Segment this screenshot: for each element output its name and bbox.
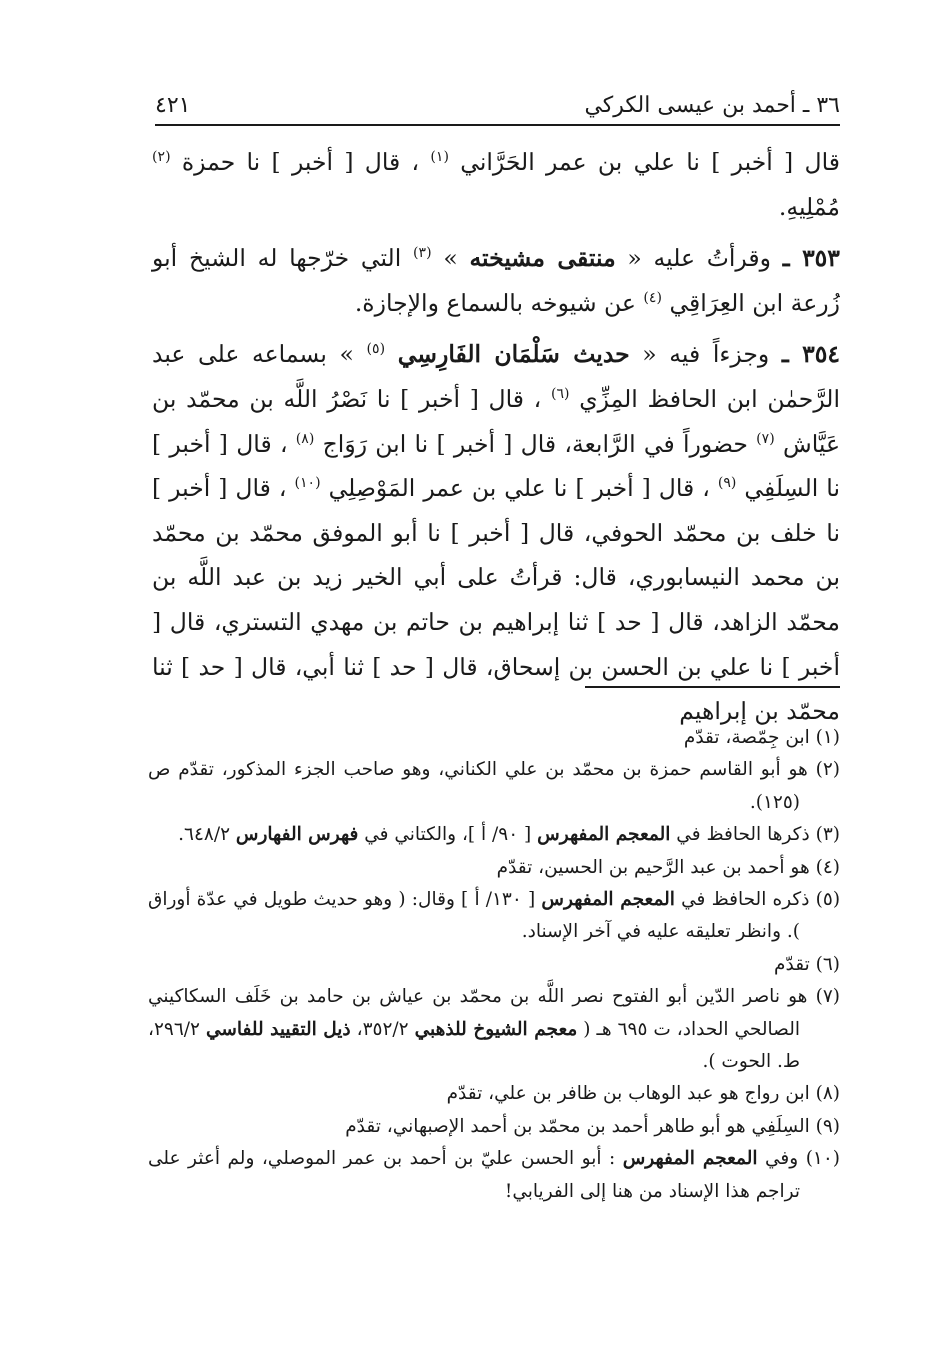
text-run: مُمْلِيهِ. (778, 192, 840, 221)
footnote-text: ذكره الحافظ في (681, 889, 810, 911)
footnote-text: هو أبو القاسم حمزة بن محمّد بن علي الكناني، وهو صاحب الجزء المذكور، تقدّم ص (١٢٥). (148, 759, 808, 813)
book-title: فهرس الفهارس (235, 824, 359, 846)
footnote-text: [ ٩٠/ أ ]، والكتاني في (364, 824, 532, 846)
text-run: عن شيوخه بالسماع والإجازة. (354, 288, 636, 317)
text-run: ، قال [ أخبر ] نا السِلَفِي (152, 429, 840, 503)
footnote-text: ابن رواج هو عبد الوهاب بن ظافر بن علي، تقدّم (446, 1083, 810, 1105)
book-title: منتقى مشيخته (469, 244, 616, 273)
footnote-1 (148, 722, 840, 754)
book-title: المعجم المفهرس (537, 824, 671, 846)
text-run: قال [ أخبر ] نا علي بن عمر الحَرَّاني (460, 148, 840, 176)
text-run: وجزءاً فيه « (642, 340, 770, 369)
footnote-9 (148, 1111, 840, 1143)
footnote-6 (148, 949, 840, 981)
main-text (152, 140, 840, 741)
footnote-marker: (٥) (815, 889, 841, 911)
footnote-ref[interactable]: (٥) (366, 341, 386, 358)
text-run: » بسماعه على عبد الرَّحمٰن ابن الحافظ المِزِّي (152, 340, 840, 413)
footnote-marker: (٧) (815, 986, 840, 1008)
footnote-ref[interactable]: (٩) (717, 475, 737, 492)
book-title: المعجم المفهرس (622, 1148, 758, 1170)
paragraph-continuation (152, 140, 840, 229)
footnote-10 (148, 1143, 840, 1208)
book-title: حديث سَلْمَان الفَارِسِي (397, 340, 630, 369)
book-title: المعجم المفهرس (541, 889, 675, 911)
footnote-separator (585, 686, 840, 688)
running-header (155, 84, 840, 120)
footnote-text: ٣٥٢/٢، (356, 1018, 409, 1040)
entry-number: ٣٥٣ ـ (782, 244, 840, 273)
book-title: ذيل التقييد للفاسي (205, 1018, 351, 1040)
footnote-5 (148, 884, 840, 949)
footnote-3 (148, 819, 840, 851)
footnote-text: [ ١٣٠/ أ ] وقال: ( وهو حديث طويل في عدّة أوراق ). وانظر تعليقه عليه في آخر الإسناد. (148, 889, 800, 943)
text-run: ، قال [ أخبر ] نا نَصْرُ اللَّه بن محمّد بن عَيَّاش (152, 384, 840, 458)
footnotes (148, 722, 840, 1208)
footnote-7 (148, 981, 840, 1078)
footnote-text: ٦٤٨/٢. (178, 824, 231, 846)
footnote-marker: (٨) (815, 1083, 840, 1105)
text-run: ، قال [ أخبر ] نا علي بن عمر المَوْصِلِي (328, 474, 710, 503)
footnote-text: هو أحمد بن عبد الرَّحيم بن الحسين، تقدّم (496, 856, 810, 878)
text-run: ، قال [ أخبر ] نا حمزة (181, 148, 420, 176)
footnote-ref[interactable]: (٣) (412, 245, 432, 262)
footnote-marker: (٩) (815, 1115, 840, 1137)
text-run: » (443, 244, 458, 273)
page-number: ٤٢١ (155, 93, 191, 118)
paragraph-353 (152, 236, 840, 325)
footnote-ref[interactable]: (٨) (295, 430, 315, 447)
text-run: حضوراً في الرَّابعة، قال [ أخبر ] نا ابن رَوَاج (322, 429, 748, 458)
footnote-text: تقدّم (774, 953, 810, 975)
footnote-ref[interactable]: (٧) (756, 430, 775, 447)
footnote-marker: (٦) (815, 953, 840, 975)
footnote-marker: (٢) (815, 759, 841, 781)
footnote-ref[interactable]: (٦) (550, 386, 570, 403)
footnote-ref[interactable]: (١٠) (294, 475, 321, 492)
footnote-text: السِلَفِي هو أبو طاهر أحمد بن محمّد بن أحمد الإصبهاني، تقدّم (345, 1115, 810, 1137)
footnote-text: ٢٩٦/٢، ط. الحوت ). (148, 1018, 800, 1073)
header-rule (155, 124, 840, 126)
text-run: ، قال [ أخبر ] نا خلف بن محمّد الحوفي، قال [ أخبر ] نا أبو الموفق محمّد بن محمّد بن محمد النيسابوري، قال: قرأتُ على أبي الخير زيد بن عبد اللَّه بن محمّد الزاهد، قال [ حد ] ثنا إبراهيم بن حاتم بن مهدي التستري، قال [ أخبر ] نا علي بن الحسن بن إسحاق، قال [ حد ] ثنا أبي، قال [ حد ] ثنا محمّد بن إبراهيم (152, 474, 840, 726)
entry-number: ٣٥٤ ـ (781, 340, 840, 369)
footnote-text: وفي (765, 1148, 799, 1170)
footnote-text: ابن جِمّصة، تقدّم (683, 727, 810, 748)
footnote-text: هو ناصر الدّين أبو الفتوح نصر اللَّه بن محمّد بن عياش بن حامد بن خَلَف السكاكيني الصالحي الحداد، ت ٦٩٥ هـ ( (148, 986, 808, 1040)
footnote-2 (148, 754, 840, 819)
chapter-title: ٣٦ ـ أحمد بن عيسى الكركي (584, 93, 840, 118)
text-run: وقرأتُ عليه « (627, 244, 771, 273)
footnote-ref[interactable]: (٢) (152, 149, 171, 166)
footnote-text: : أبو الحسن عليّ بن أحمد بن عمر الموصلي، ولم أعثر على تراجم هذا الإسناد من هنا إلى الفريابي! (148, 1148, 800, 1202)
footnote-marker: (٣) (815, 824, 840, 846)
paragraph-354 (152, 332, 840, 733)
footnote-text: ذكرها الحافظ في (676, 824, 810, 846)
footnote-ref[interactable]: (٤) (643, 289, 662, 306)
book-title: معجم الشيوخ للذهبي (414, 1018, 578, 1040)
footnote-marker: (١٠) (805, 1148, 841, 1170)
footnote-8 (148, 1078, 840, 1110)
footnote-4 (148, 852, 840, 884)
footnote-marker: (٤) (815, 856, 840, 878)
footnote-ref[interactable]: (١) (430, 149, 449, 166)
footnote-marker: (١) (815, 727, 840, 748)
text-run: التي خرّجها له الشيخ أبو زُرعة ابن العِرَاقِي (152, 244, 840, 317)
